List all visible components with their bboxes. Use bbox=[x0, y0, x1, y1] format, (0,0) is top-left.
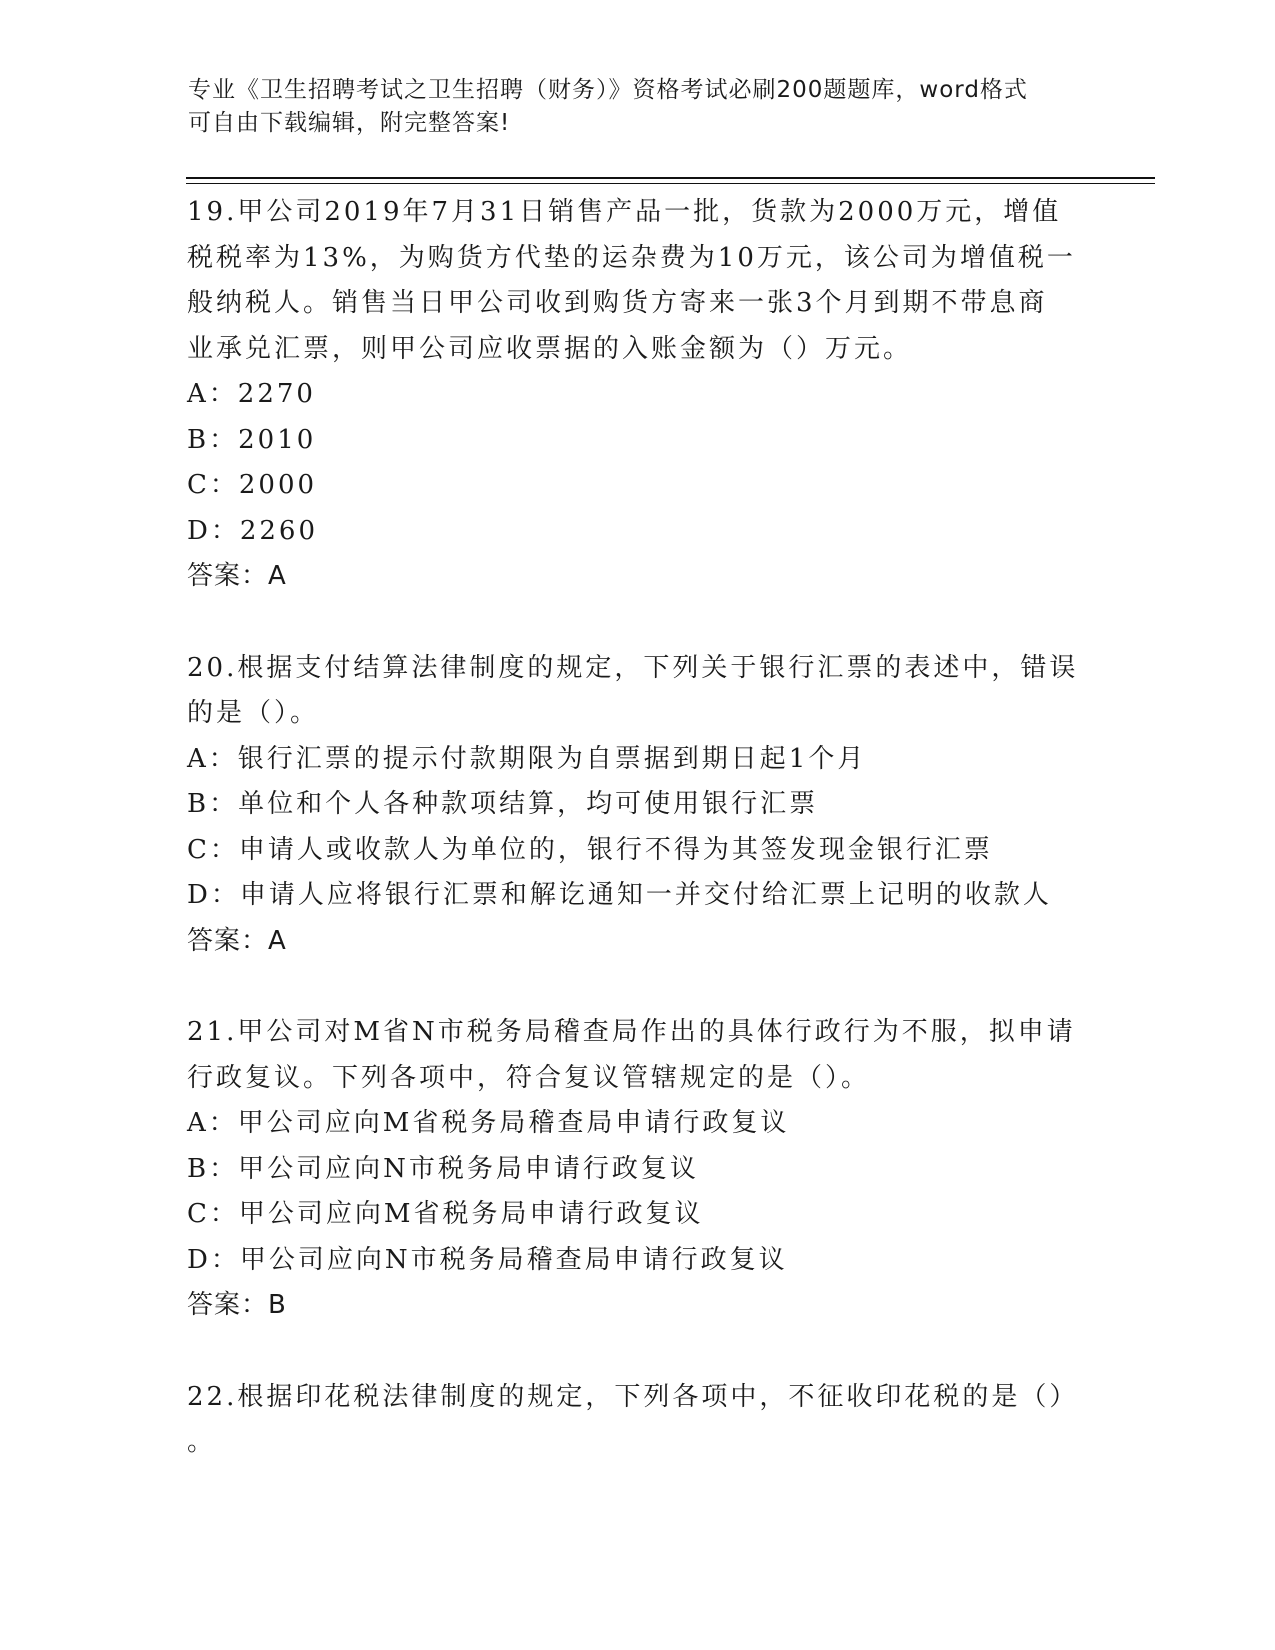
header-divider-thin bbox=[186, 183, 1155, 184]
question-21 bbox=[187, 1010, 1087, 1329]
option-d: D：甲公司应向N市税务局稽查局申请行政复议 bbox=[187, 1244, 788, 1275]
question-stem-line: 行政复议。下列各项中，符合复议管辖规定的是（）。 bbox=[187, 1062, 871, 1093]
question-20 bbox=[187, 646, 1087, 965]
option-c: C：申请人或收款人为单位的，银行不得为其签发现金银行汇票 bbox=[187, 834, 993, 865]
question-19 bbox=[187, 190, 1087, 600]
answer: 答案：A bbox=[187, 925, 287, 956]
question-stem-line: 般纳税人。销售当日甲公司收到购货方寄来一张3个月到期不带息商 bbox=[187, 288, 1048, 318]
question-stem-line: 税税率为13%，为购货方代垫的运杂费为10万元，该公司为增值税一 bbox=[187, 242, 1076, 273]
header-divider-thick bbox=[186, 177, 1155, 179]
option-b: B：单位和个人各种款项结算，均可使用银行汇票 bbox=[187, 789, 819, 819]
option-b: B：甲公司应向N市税务局申请行政复议 bbox=[187, 1153, 699, 1184]
option-c: C：甲公司应向M省税务局申请行政复议 bbox=[187, 1199, 704, 1229]
option-a: A：甲公司应向M省税务局稽查局申请行政复议 bbox=[187, 1108, 790, 1138]
question-stem-line: 。 bbox=[187, 1427, 217, 1457]
header-line-2: 可自由下载编辑，附完整答案! bbox=[188, 110, 511, 136]
option-b: B：2010 bbox=[187, 424, 317, 455]
question-stem-line: 的是（）。 bbox=[187, 698, 320, 728]
question-stem-line: 21.甲公司对M省N市税务局稽查局作出的具体行政行为不服，拟申请 bbox=[187, 1017, 1076, 1047]
question-stem-line: 22.根据印花税法律制度的规定，下列各项中，不征收印花税的是（） bbox=[187, 1381, 1079, 1412]
option-c: C：2000 bbox=[187, 470, 318, 500]
question-stem-line: 业承兑汇票，则甲公司应收票据的入账金额为（）万元。 bbox=[187, 333, 913, 364]
answer: 答案：A bbox=[187, 561, 287, 591]
question-22 bbox=[187, 1375, 1087, 1466]
answer: 答案：B bbox=[187, 1290, 287, 1320]
question-stem-line: 19.甲公司2019年7月31日销售产品一批，货款为2000万元，增值 bbox=[187, 197, 1062, 227]
option-a: A：2270 bbox=[187, 379, 316, 409]
question-list bbox=[187, 190, 1087, 1466]
question-stem-line: 20.根据支付结算法律制度的规定，下列关于银行汇票的表述中，错误 bbox=[187, 652, 1079, 683]
option-a: A：银行汇票的提示付款期限为自票据到期日起1个月 bbox=[187, 743, 867, 774]
header-line-1: 专业《卫生招聘考试之卫生招聘（财务）》资格考试必刷200题题库，word格式 bbox=[188, 77, 1028, 103]
option-d: D：申请人应将银行汇票和解讫通知一并交付给汇票上记明的收款人 bbox=[187, 880, 1052, 910]
document-header bbox=[188, 74, 1088, 140]
option-d: D：2260 bbox=[187, 515, 319, 546]
